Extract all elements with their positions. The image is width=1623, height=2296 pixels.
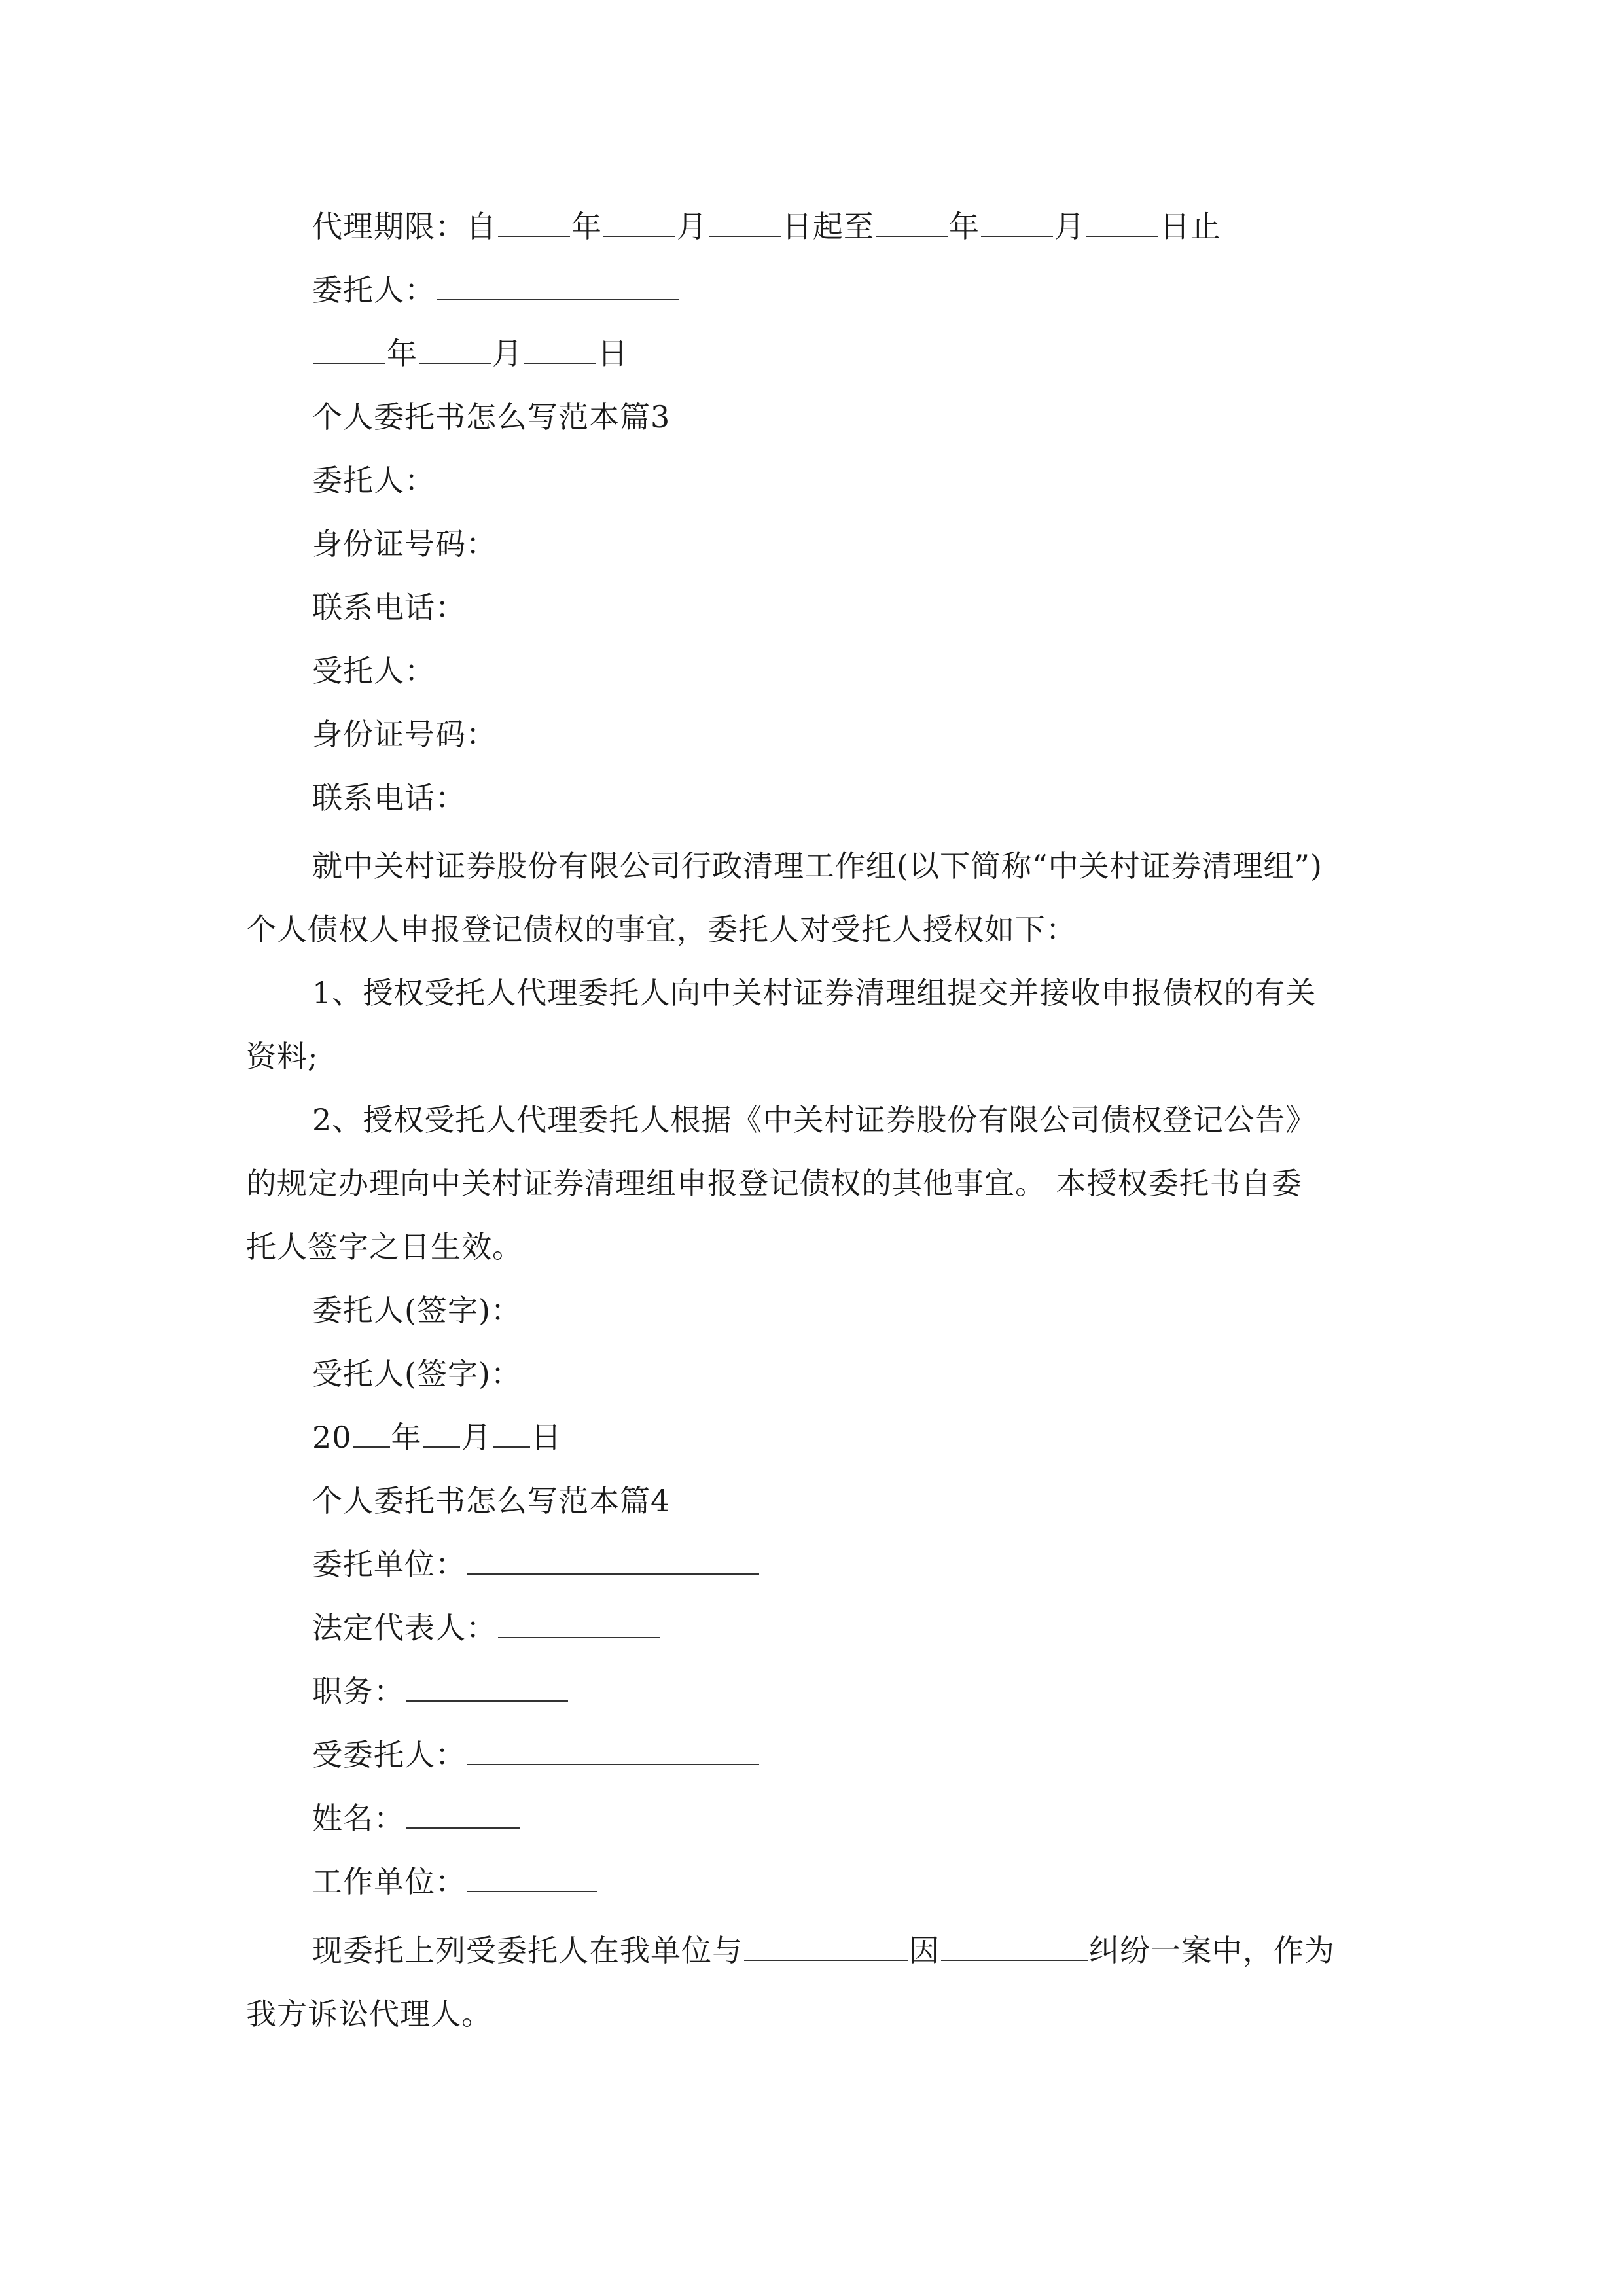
position-line [312,1672,569,1711]
id-number-label: 身份证号码： [312,526,497,562]
trustee-line [312,1735,760,1774]
name-line [312,1799,521,1838]
year-text: 年 [391,1420,422,1455]
blank-line [467,1862,597,1892]
agent-label: 受托人： [312,653,435,689]
year-text: 年 [949,209,980,244]
blank-line [981,207,1053,237]
litigation-paragraph-line [312,1931,1335,1970]
entrusting-unit-line [312,1545,760,1584]
principal-line [312,270,680,310]
month-text: 月 [1054,209,1085,244]
day-from-text: 日起至 [782,209,874,244]
blank-line [467,1735,759,1765]
year-text: 年 [571,209,602,244]
section-heading-4: 个人委托书怎么写范本篇4 [312,1483,671,1518]
entrusting-unit-label: 委托单位： [312,1547,466,1582]
blank-line [1086,207,1158,237]
authorization-item-2: 2、授权受托人代理委托人根据《中关村证券股份有限公司债权登记公告》 [312,1102,1317,1138]
litigation-paragraph-cont: 我方诉讼代理人。 [246,1996,492,2032]
blank-line [406,1672,568,1702]
blank-line [709,207,781,237]
body-paragraph-line: 就中关村证券股份有限公司行政清理工作组(以下简称“中关村证券清理组”) [312,848,1323,884]
blank-line [498,1608,660,1638]
body-paragraph-line: 个人债权人申报登记债权的事宜，委托人对受托人授权如下： [246,912,1077,947]
authorization-item-1: 1、授权受托人代理委托人向中关村证券清理组提交并接收申报债权的有关 [312,975,1317,1011]
legal-rep-label: 法定代表人： [312,1610,497,1645]
month-text: 月 [677,209,707,244]
month-text: 月 [461,1420,492,1455]
blank-line [437,270,679,300]
legal-rep-line [312,1608,662,1647]
phone-label: 联系电话： [312,590,466,625]
blank-line [423,1418,460,1448]
signature-date-line [312,1418,562,1457]
authorization-item-2-cont: 的规定办理向中关村证券清理组申报登记债权的其他事宜。 本授权委托书自委 [246,1166,1302,1201]
month-text: 月 [492,336,523,371]
blank-line [941,1931,1088,1961]
day-until-text: 日止 [1160,209,1221,244]
blank-line [493,1418,530,1448]
position-label: 职务： [312,1674,404,1709]
blank-line [467,1545,759,1575]
name-label: 姓名： [312,1801,404,1836]
blank-line [603,207,675,237]
date-line [312,334,628,373]
day-text: 日 [597,336,628,371]
agency-period-line [312,207,1221,246]
phone-label: 联系电话： [312,780,466,816]
agency-period-label: 代理期限：自 [312,209,497,244]
litigation-text: 现委托上列受委托人在我单位与 [312,1933,743,1968]
day-text: 日 [531,1420,562,1455]
principal-label: 委托人： [312,272,435,308]
blank-line [313,334,385,364]
principal-signature-label: 委托人(签字)： [312,1293,522,1328]
agent-signature-label: 受托人(签字)： [312,1356,522,1391]
year-prefix: 20 [312,1420,352,1455]
blank-line [353,1418,390,1448]
principal-label: 委托人： [312,463,435,498]
cause-text: 因 [909,1933,940,1968]
work-unit-label: 工作单位： [312,1864,466,1899]
authorization-item-2-cont: 托人签字之日生效。 [246,1229,523,1265]
blank-line [876,207,948,237]
blank-line [419,334,491,364]
year-text: 年 [387,336,418,371]
blank-line [744,1931,908,1961]
dispute-text: 纠纷一案中，作为 [1089,1933,1335,1968]
trustee-label: 受委托人： [312,1737,466,1772]
id-number-label: 身份证号码： [312,717,497,752]
section-heading-3: 个人委托书怎么写范本篇3 [312,399,671,435]
blank-line [498,207,570,237]
blank-line [406,1799,520,1829]
work-unit-line [312,1862,598,1901]
blank-line [524,334,596,364]
authorization-item-1-cont: 资料; [246,1039,319,1074]
